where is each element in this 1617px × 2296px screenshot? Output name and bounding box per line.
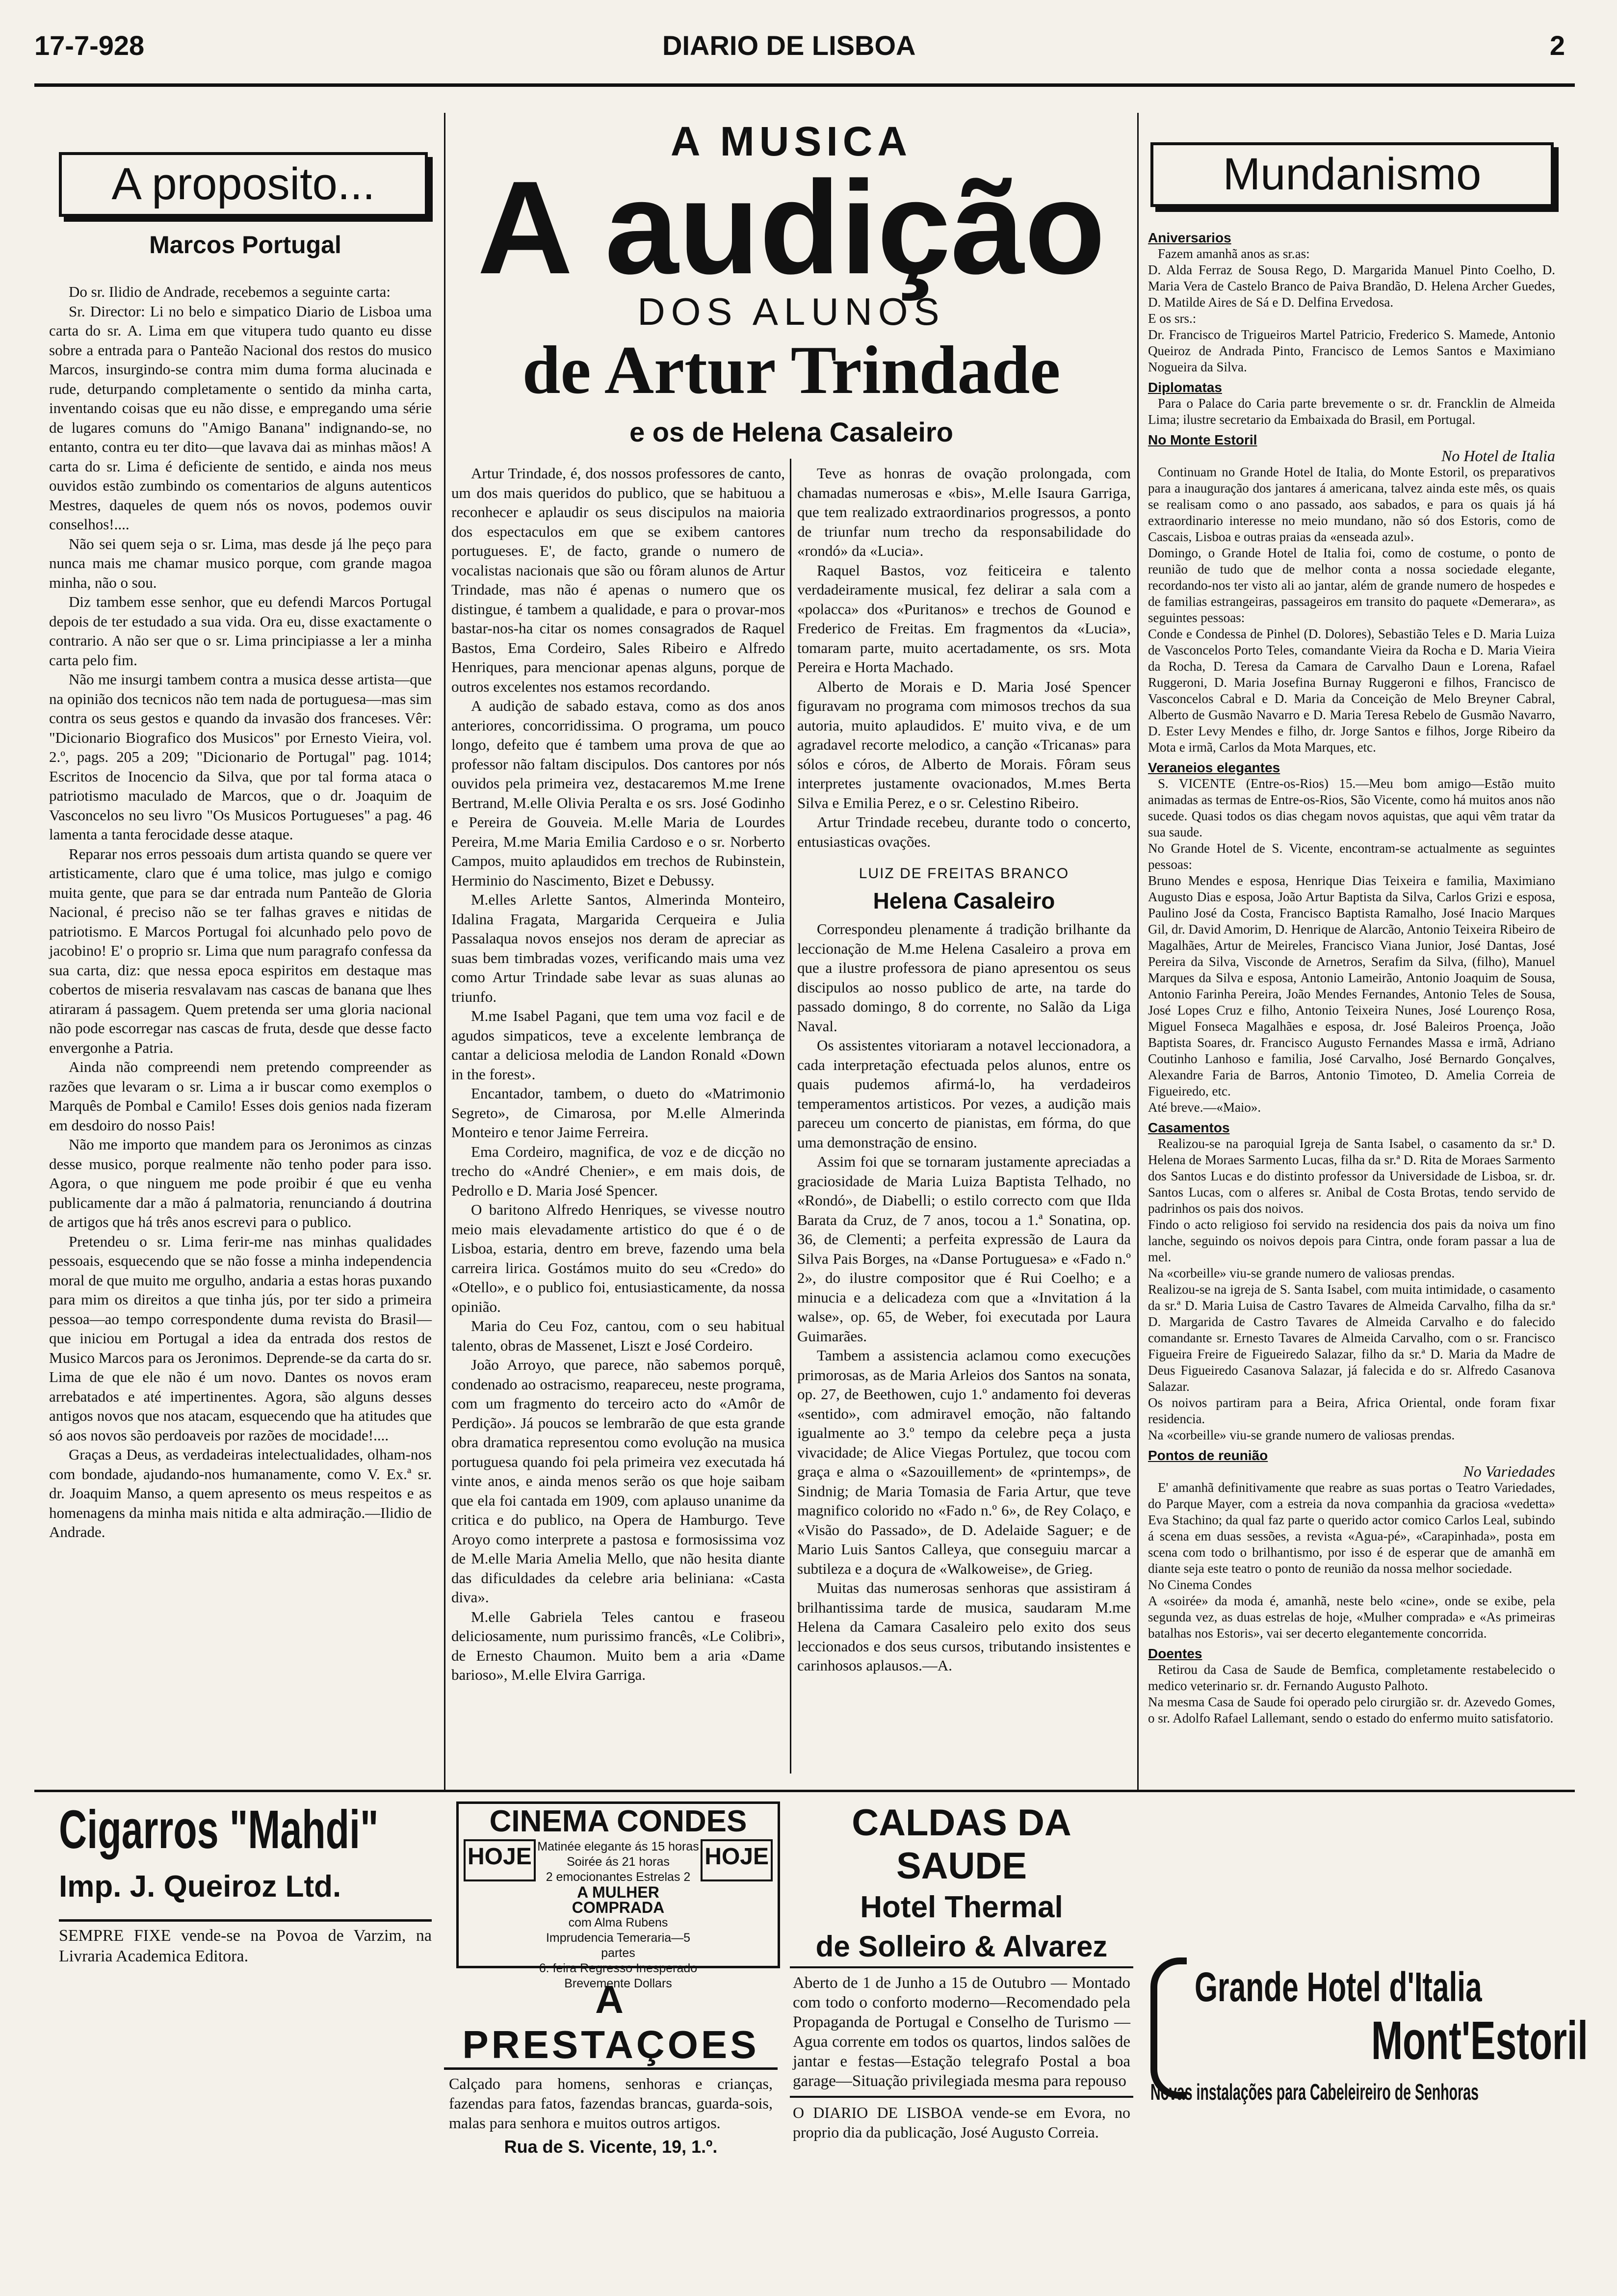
cinema-line: Soirée ás 21 horas [567, 1855, 670, 1869]
evora-notice: O DIARIO DE LISBOA vende-se em Evora, no proprio dia da publicação, José Augusto Correia. [790, 2096, 1133, 2147]
prestacoes-title: A PRESTAÇOES [444, 1977, 778, 2070]
headline-secondary: e os de Helena Casaleiro [629, 417, 953, 447]
section-text: Fazem amanhã anos as sr.as: D. Alda Ferraz de Sousa Rego, D. Margarida Manuel Pinto Coelho, D. Maria Vera de Castelo Branco de Paiva Brandão, D. Helena Archer Guedes, D. Matilde Aires de Sá e D. Delfina Ervedosa. E os srs.: Dr. Francisco de Trigueiros Martel Patricio, Frederico S. Mamede, Antonio Queiroz de Andrada Pinto, Francisco de Lemos Santos e Maximiano Nogueira da Silva. [1148, 246, 1555, 374]
section-heading: Casamentos [1148, 1120, 1230, 1135]
paragraph: Diz tambem esse senhor, que eu defendi Marcos Portugal depois de ter estudado a sua vida. Ora eu, disse exactamente o contrario. A não ser que o sr. Lima principiasse a ler a minha carta pelo fim. [49, 593, 432, 669]
paragraph: Pretendeu o sr. Lima ferir-me nas minhas qualidades pessoais, esquecendo que se não fosse a minha independencia moral de que muito me orgulho, andaria a estas horas puxando para mim os direitos a que tinha jús, por ter sido a primeira pessoa—ao tempo correspondente duma revista do Brasil—que iniciou em Portugal a idea da entrada dos restos de Musico Marcos para os Jeronimos. Deprende-se da carta do sr. Lima de que ele não é um novo. Dantes os novos eram arrebatados e até impertinentes. Agora, são alguns desses antigos novos que nos atacam, esquecendo que ha atitudes que só aos novos são perdoaveis por razões de mocidade!.... [49, 1232, 432, 1444]
cinema-line: com Alma Rubens [568, 1916, 668, 1930]
paragraph: M.me Isabel Pagani, que tem uma voz facil e de agudos simpaticos, teve a excelente lembrança de cantar a deliciosa melodia de Landon Ronald «Down in the forest». [451, 1007, 785, 1083]
section-heading: Pontos de reunião [1148, 1448, 1268, 1463]
section-heading: Veraneios elegantes [1148, 760, 1280, 775]
cinema-line: 2 emocionantes Estrelas 2 [546, 1870, 691, 1884]
povoa-notice: SEMPRE FIXE vende-se na Povoa de Varzim, na Livraria Academica Editora. [59, 1927, 432, 1965]
society-column [1148, 226, 1555, 1725]
paragraph: Assim foi que se tornaram justamente apreciadas a graciosidade de Maria Luiza Baptista Telhado, no «Rondó», de Diabelli; o estilo correcto com que Ilda Barata da Cruz, de 7 anos, tocou a 1.ª Sonatina, op. 36, de Clementi; a perfeita expressão de Laura da Silva Pais Borges, na «Danse Portuguesa» e «Fado n.º 2», do ilustre compositor que é Rui Coelho; e a minucia e a delicadeza com que a «Invitation á la walse», op. 65, de Weber, foi executada por Laura Guimarães. [797, 1153, 1131, 1345]
paragraph: Correspondeu plenamente á tradição brilhante da leccionação de M.me Helena Casaleiro a prova em que a ilustre professora de piano apresentou os seus discipulos ao nosso publico de arte, na tarde do passado domingo, 8 do corrente, no Salão da Liga Naval. [797, 920, 1131, 1035]
paragraph: M.elle Gabriela Teles cantou e fraseou deliciosamente, num purissimo francês, «Le Colibri», de Ernesto Chaumon. Muito bem a aria «Dame barioso», M.elle Elvira Garriga. [451, 1608, 785, 1683]
center-article-column-1 [451, 464, 785, 1774]
mahdi-title: Cigarros "Mahdi" [59, 1800, 379, 1860]
section-text: S. VICENTE (Entre-os-Rios) 15.—Meu bom amigo—Estão muito animadas as termas de Entre-os-Rios, São Vicente, como há muitos anos não sucede. Quasi todos os dias chegam novos aquistas, que aqui vêm tratar da sua saude. No Grande Hotel de S. Vicente, encontram-se actualmente as seguintes pessoas: Bruno Mendes e esposa, Henrique Dias Teixeira e familia, Maximiano Augusto Dias e esposa, João Artur Baptista da Silva, Carlos Grizi e esposa, Paulino José da Costa, Francisco Baptista Ramalho, José Inacio Marques Gil, dr. David Amorim, D. Henrique de Alarcão, Antonio Teixeira Ribeiro de Magalhães, Artur de Meireles, Francisco Viana Junior, José Dantas, José Pereira da Silva, Visconde de Arnetros, Serafim da Silva, (filho), Manuel Marques da Silva e esposa, Antonio Lameirão, Antonio Joaquim de Sousa, Antonio Farinha Pereira, João Mendes Fernandes, Antonio Teles de Sousa, José Lopes Cruz e filho, Antonio Teixeira Nunes, José Lourenço Rosa, Miguel Fonseca Magalhães e esposa, dr. José Baleiros Proença, João Baptista Soares, dr. Francisco Augusto Fernandes Massa e irmã, Adriano Coutinho Lanhoso e familia, José Carvalho, José Bernardo Gonçalves, Alexandre Faria de Barros, Antonio Timoteo, D. Amelia Correia de Figueiredo, etc. Até breve.—«Maio». [1148, 776, 1555, 1115]
mundanismo-box [1150, 142, 1554, 207]
issue-date: 17-7-928 [34, 30, 145, 61]
center-article-column-2 [797, 464, 1131, 1774]
headline-name: de Artur Trindade [522, 332, 1061, 408]
music-kicker: A MUSICA [670, 118, 913, 164]
column-divider [790, 459, 791, 1774]
section-heading: Aniversarios [1148, 230, 1231, 245]
caldas-text: Aberto de 1 de Junho a 15 de Outubro — Montado com todo o conforto moderno—Recomendado pela Propaganda de Portugal e Conselho de Turismo — Agua corrente em todos os quartos, lindos salões de jantar e festas—Estação telegrafo Postal a boa garage—Situação privilegiada mesma para repouso [793, 1974, 1130, 2090]
paragraph: O baritono Alfredo Henriques, se vivesse noutro meio mais elevadamente artistico do que é o de Lisboa, estaria, dentro em breve, fazendo uma bela carreira lirica. Gostámos muito do seu «Credo» do «Otello», e o publico foi, entusiasticamente, da nossa opinião. [451, 1201, 785, 1315]
paragraph: A audição de sabado estava, como as dos anos anteriores, concorridissima. O programa, um pouco longo, defeito que é tambem uma prova de que ao professor não faltam discipulos. Dos cantores por nós ouvidos pela primeira vez, destacaremos M.me Irene Bertrand, M.elle Olivia Peralta e os srs. José Godinho e Pereira de Gouveia. M.elle Maria de Lourdes Pereira, M.me Maria Emilia Cardoso e o sr. Norberto Campos, muito aplaudidos em trechos de Rubinstein, Herminio do Nascimento, Bizet e Debussy. [451, 697, 785, 889]
grande-hotel-ad [1150, 1957, 1588, 2110]
mont-estoril: Mont'Estoril [1371, 2010, 1588, 2071]
paragraph: Ema Cordeiro, magnifica, de voz e de dicção no trecho do «André Chenier», e em mais dois, de Pedrollo e D. Maria José Spencer. [451, 1143, 785, 1199]
cinema-condes-ad [456, 1801, 780, 1990]
headline-subtitle: DOS ALUNOS [637, 290, 945, 333]
cinema-program [536, 1839, 701, 1991]
section-text: Para o Palace do Caria parte brevemente o sr. dr. Francklin de Almeida Lima; ilustre secretario da Embaixada do Brasil, em Portugal. [1148, 396, 1555, 427]
prestacoes-ad [444, 1977, 778, 2157]
page-header [34, 29, 1575, 69]
caldas-proprietors: de Solleiro & Alvarez [790, 1927, 1133, 1968]
ad-rule [59, 1919, 432, 1922]
paragraph: Sr. Director: Li no belo e simpatico Diario de Lisboa uma carta do sr. A. Lima em que vitupera tudo quanto eu disse sobre a entrada para o Panteão Nacional dos restos do musico Marcos, insurgindo-se contra mim duma forma alucinada e rude, deturpando completamente o sentido da minha carta, inventando coisas que eu não disse, e empregando uma série de lugares comuns do "Amigo Banana" indignando-se, no entanto, contra eu ter dito—que lavava dai as minhas mãos! A carta do sr. Lima é deficiente de sentido, e ainda nos meus ouvidos estão zumbindo os comentarios de alguns autenticos Mestres, daqueles de quem nós os novos, podemos ouvir conselhos!.... [49, 302, 432, 533]
section-heading: Doentes [1148, 1646, 1202, 1661]
a-proposito-box [59, 152, 428, 217]
paragraph: M.elles Arlette Santos, Almerinda Monteiro, Idalina Fragata, Margarida Cerqueira e Julia Passalaqua novos ensejos nos deram de apreciar as suas bem timbradas vozes, verificando mais uma vez como Artur Trindade sabe levar as suas alunas ao triunfo. [451, 891, 785, 1005]
hotel-thermal: Hotel Thermal [860, 1890, 1063, 1924]
prestacoes-text: Calçado para homens, senhoras e crianças, fazendas para fatos, fazendas brancas, guarda-sois, malas para senhora e muitos outros artigos. [449, 2075, 773, 2132]
paragraph: Teve as honras de ovação prolongada, com chamadas numerosas e «bis», M.elle Isaura Garriga, que tem realizado extraordinarios progressos, a ponto de triunfar num trecho da responsabilidade do «rondó» da «Lucia». [797, 465, 1131, 559]
cinema-line: 6. feira Regresso Inesperado [539, 1961, 698, 1975]
cinema-line: Matinée elegante ás 15 horas [537, 1840, 699, 1853]
section-title: Mundanismo [1223, 149, 1482, 199]
paragraph: Raquel Bastos, voz feiticeira e talento verdadeiramente musical, fez delirar a sala com a «polacca» dos «Puritanos» e trechos de Gounod e Frederico de Freitas. Em fragmentos da «Lucia», tomaram parte, muito acertadamente, os srs. Mota Pereira e Horta Machado. [797, 561, 1131, 676]
section-subheading: No Variedades [1463, 1462, 1555, 1480]
paragraph: Não me insurgi tambem contra a musica desse artista—que na opinião dos tecnicos não tem nada de portuguesa—mas sim contra os seus gestos e quando da invasão dos franceses. Vêr: "Dicionario Biografico dos Musicos" por Ernesto Vieira, vol. 2.º, pags. 205 a 209; "Dicionario de Portugal" pag. 1014; Escritos de Inocencio da Silva, que por tal forma ataca o patriotismo maculado de Marcos, que o dr. Joaquim de Vasconcelos no seu livro "Os Musicos Portugueses" a pag. 46 lamenta a tanta ferocidade desse ataque. [49, 671, 432, 843]
section-subheading: No Hotel de Italia [1441, 447, 1555, 465]
section-title: A proposito... [111, 159, 375, 209]
section-text: E' amanhã definitivamente que reabre as suas portas o Teatro Variedades, do Parque Mayer, com a estreia da nova companhia da graciosa «vedetta» Eva Stachino; da qual faz parte o querido actor comico Carlos Leal, subindo á scena em duas sessões, a revista «Agua-pé», «Carapinhada», posta em scena com todo o brilhantismo, por isso é de esperar que de amanhã em diante seja este teatro o ponto de reunião da nossa melhor sociedade. No Cinema Condes A «soirée» da moda é, amanhã, neste belo «cine», onde se exibe, pela segunda vez, as duas estrelas de hoje, «Mulher comprada» e «As primeiras batalhas nos Estoris», vai ser decerto elegantemente concorrida. [1148, 1480, 1555, 1641]
cinema-line: Imprudencia Temeraria—5 partes [546, 1931, 691, 1960]
cabeleireiro-line: Novas instalações para Cabeleireiro de Senhoras [1150, 2079, 1479, 2105]
main-headline: A audição [477, 154, 1106, 302]
paragraph: Tambem a assistencia aclamou como execuções primorosas, as de Maria Arleios dos Santos na sonata, op. 27, de Beethowen, cujo 1.º andamento foi deveras «sentido», com admiravel emoção, não faltando igualmente ao 3.º tempo da celebre peça a justa vivacidade; de Alice Viegas Portulez, que tocou com graça e alma o «Sazouillement» de «printemps», de Sindnig; de Maria Tomasia de Faria Artur, que teve magnifico colorido no «Fado n.º 6», de Rey Colaço, e «Visão do Passado», de D. Adelaide Saguer; e de Mario Luis Santos Calleya, que conseguiu marcar a subtileza e a doçura de «Walkoweise», de Grieg. [797, 1347, 1131, 1577]
paragraph: João Arroyo, que parece, não sabemos porquê, condenado ao ostracismo, reapareceu, neste programa, com um fragmento do terceiro acto do «Amôr de Perdição». Já poucos se lembrarão de que esta grande obra dramatica representou como evolução na musica portuguesa quando foi pela primeira vez executada há vinte anos, e ainda menos serão os que hoje saibam que ela foi cantada em 1909, com aplauso unanime da critica e do publico, na Opera de Hamburgo. Teve Aroyo como interprete a pastosa e formosissima voz de M.elle Maria Amelia Mello, que não hesita diante das dificuldades da celebre aria beliniana: «Casta diva». [451, 1356, 785, 1606]
cinema-line: A MULHER COMPRADA [572, 1883, 665, 1916]
grande-hotel-title: Grande Hotel d'Italia [1195, 1964, 1482, 2010]
hoje-badge: HOJE [701, 1839, 773, 1881]
sub-headline: Helena Casaleiro [873, 887, 1055, 913]
caldas-ad [790, 1801, 1133, 2141]
hoje-badge: HOJE [464, 1839, 536, 1881]
caldas-title: CALDAS DA SAUDE [852, 1802, 1071, 1887]
paragraph: Os assistentes vitoriaram a notavel leccionadora, a cada interpretação efectuada pelos alunos, entre os quais pudemos afirmá-lo, ha verdadeiros temperamentos artisticos. Por vezes, a audição mais pareceu um concerto de pianistas, em fórma, do que uma demonstração de ensino. [797, 1037, 1131, 1151]
left-article-body [49, 282, 432, 1783]
section-text: Realizou-se na paroquial Igreja de Santa Isabel, o casamento da sr.ª D. Helena de Moraes Sarmento Lucas, filha da sr.ª D. Rita de Moraes Sarmento dos Santos Lucas e do distinto professor da Universidade de Lisboa, sr. dr. Santos Lucas, com o alferes sr. Anibal de Costa Brotas, tendo servido de padrinhos os pais dos noivos. Findo o acto religioso foi servido na residencia dos pais da noiva um fino lanche, seguindo os noivos depois para Cintra, onde foram passar a lua de mel. Na «corbeille» viu-se grande numero de valiosas prendas. Realizou-se na igreja de S. Santa Isabel, com muita intimidade, o casamento da sr.ª D. Maria Luisa de Castro Tavares de Almeida Carvalho, filha da sr.ª D. Margarida de Castro Tavares de Almeida Carvalho e do falecido comandante sr. Ernesto Tavares de Almeida Carvalho, com o sr. Francisco Figueira Freire de Figueiredo Salazar, filho da sr.ª D. Maria da Madre de Deus Figueiredo Casanova Salazar, já falecida e do sr. Alfredo Casanova Salazar. Os noivos partiram para a Beira, Africa Oriental, onde foram fixar residencia. Na «corbeille» viu-se grande numero de valiosas prendas. [1148, 1136, 1555, 1442]
paragraph: Encantador, tambem, o dueto do «Matrimonio Segreto», de Cimarosa, por M.elle Almerinda Monteiro e tenor Jaime Ferreira. [451, 1085, 785, 1141]
paragraph: Reparar nos erros pessoais dum artista quando se quere ver artisticamente, claro que é uma tolice, mas julgo e comigo muita gente, que para se dar entrada num Panteão de Gloria Nacional, é preciso não se ter falhas graves e nitidas de patriotismo. E Marcos Portugal foi alcunhado pelo povo de jacobino! E' o proprio sr. Lima que num paragrafo confessa da sua carta, diz: que nessa epoca espiritos em destaque mas cobertos de miseria resvalavam nas cascas de banana que lhes atiraram á passagem. Quem pretenda ser uma gloria nacional não pode escorregar nas cascas de fruta, desde que desse facto envergonhe a Patria. [49, 845, 432, 1056]
ads-rule [34, 1790, 1575, 1792]
cinema-title: CINEMA CONDES [489, 1804, 747, 1838]
column-divider [1137, 113, 1139, 1791]
paragraph: Ainda não compreendi nem pretendo compreender as razões que levaram o sr. Lima a ir buscar como exemplos o Marquês de Pombal e Camilo! Esses dois genios nada fizeram em desdoiro do nosso Pais! [49, 1058, 432, 1134]
cinema-line: Brevemente Dollars [564, 1977, 672, 1990]
page-number: 2 [1549, 30, 1565, 61]
paragraph: Não me importo que mandem para os Jeronimos as cinzas desse musico, porque realmente não tenho poder para isso. Agora, o que ninguem me pode proibir é que eu venha publicamente dar a mão á palmatoria, renunciando á doutrina de artigos que há três anos escrevi para o publico. [49, 1136, 432, 1230]
section-text: Continuam no Grande Hotel de Italia, do Monte Estoril, os preparativos para a inauguração dos jantares á americana, talvez ainda este mês, os quais se realisam como o ano passado, aos sabados, e para os quais já há extraordinario interesse no meio mundano, não só dos Estoris, como de Cascais, Lisboa e outras praias da «enseada azul». Domingo, o Grande Hotel de Italia foi, como de costume, o ponto de reunião de tudo que de melhor conta a nossa sociedade elegante, recordando-nos ter visto ali ao jantar, além de grande numero de hospedes e de familias estrangeiras, passageiros em transito do paquete «Demerara», as seguintes pessoas: Conde e Condessa de Pinhel (D. Dolores), Sebastião Teles e D. Maria Luiza de Vasconcelos Porto Teles, comandante Vieira da Rocha e D. Maria Vieira da Rocha, D. Teresa da Camara de Carvalho Daun e Lorena, Rafael Ruggeroni, D. Maria Josefina Burnay Ruggeroni e filhos, Francisco de Vasconcelos Cabral e D. Maria da Conceição de Melo Breyner Cabral, Alberto de Gusmão Navarro e D. Maria Teresa Rebelo de Gusmão Navarro, D. Ester Levy Mendes e filho, dr. Jorge Santos e filhos, Jorge Ribeiro da Mota e irmã, Carlos da Mota Marques, etc. [1148, 465, 1555, 755]
prestacoes-address: Rua de S. Vicente, 19, 1.º. [504, 2137, 718, 2157]
section-heading: No Monte Estoril [1148, 432, 1257, 447]
paragraph: Não sei quem seja o sr. Lima, mas desde já lhe peço para nunca mais me chamar musico porque, com grande magoa minha, não o sou. [49, 535, 432, 591]
author-signature: LUIZ DE FREITAS BRANCO [859, 865, 1069, 882]
left-headline: Marcos Portugal [149, 231, 341, 259]
paragraph: Graças a Deus, as verdadeiras intelectualidades, olham-nos com bondade, ajudando-nos humanamente, como V. Ex.ª sr. dr. Joaquim Manso, a quem apresento os meus respeitos e as homenagens da minha mais nitida e alta admiração.—Ilidio de Andrade. [49, 1446, 432, 1540]
paragraph: Maria do Ceu Foz, cantou, com o seu habitual talento, obras de Massenet, Liszt e José Cordeiro. [451, 1317, 785, 1354]
queiroz-line: Imp. J. Queiroz Ltd. [59, 1870, 341, 1904]
paragraph: Artur Trindade recebeu, durante todo o concerto, entusiasticas ovações. [797, 813, 1131, 850]
header-rule [34, 83, 1575, 87]
newspaper-name: DIARIO DE LISBOA [662, 30, 916, 61]
paragraph: Artur Trindade, é, dos nossos professores de canto, um dos mais queridos do publico, que se habituou a reconhecer e aplaudir os seus discipulos na maioria dos espectaculos em que se exibem cantores portugueses. E', de facto, grande o numero de vocalistas nacionais que são ou fôram alunos de Artur Trindade, mas não é apenas o numero que os distingue, é tambem a qualidade, e para o provar-mos bastar-nos-ha citar os nomes consagrados de Raquel Bastos, Ema Cordeiro, Sales Ribeiro e Alfredo Henriques, para mencionar apenas alguns, porque de outros excelentes nos estamos recordando. [451, 465, 785, 695]
paragraph: Muitas das numerosas senhoras que assistiram á brilhantissima tarde de musica, saudaram M.me Helena da Camara Casaleiro pelo exito dos seus leccionados e dos seus cursos, tributando insistentes e carinhosos aplausos.—A. [797, 1579, 1131, 1674]
paragraph: Alberto de Morais e D. Maria José Spencer figuravam no programa com mimosos trechos da sua autoria, muito aplaudidos. E' muito viva, e de um agradavel recorte melodico, a canção «Tricanas» para sólos e córos, de Alberto de Morais. Fôram seus interpretes justamente ovacionados, M.mes Berta Silva e Emilia Perez, e o sr. Celestino Ribeiro. [797, 678, 1131, 811]
mahdi-ad [59, 1798, 442, 1867]
section-text: Retirou da Casa de Saude de Bemfica, completamente restabelecido o medico veterinario sr. dr. Fernando Augusto Palhoto. Na mesma Casa de Saude foi operado pelo cirurgião sr. dr. Azevedo Gomes, o sr. Adolfo Rafael Lallemant, sendo o estado do enfermo muito satisfatorio. [1148, 1662, 1555, 1725]
paragraph: Do sr. Ilidio de Andrade, recebemos a seguinte carta: [69, 283, 391, 300]
section-heading: Diplomatas [1148, 380, 1222, 395]
